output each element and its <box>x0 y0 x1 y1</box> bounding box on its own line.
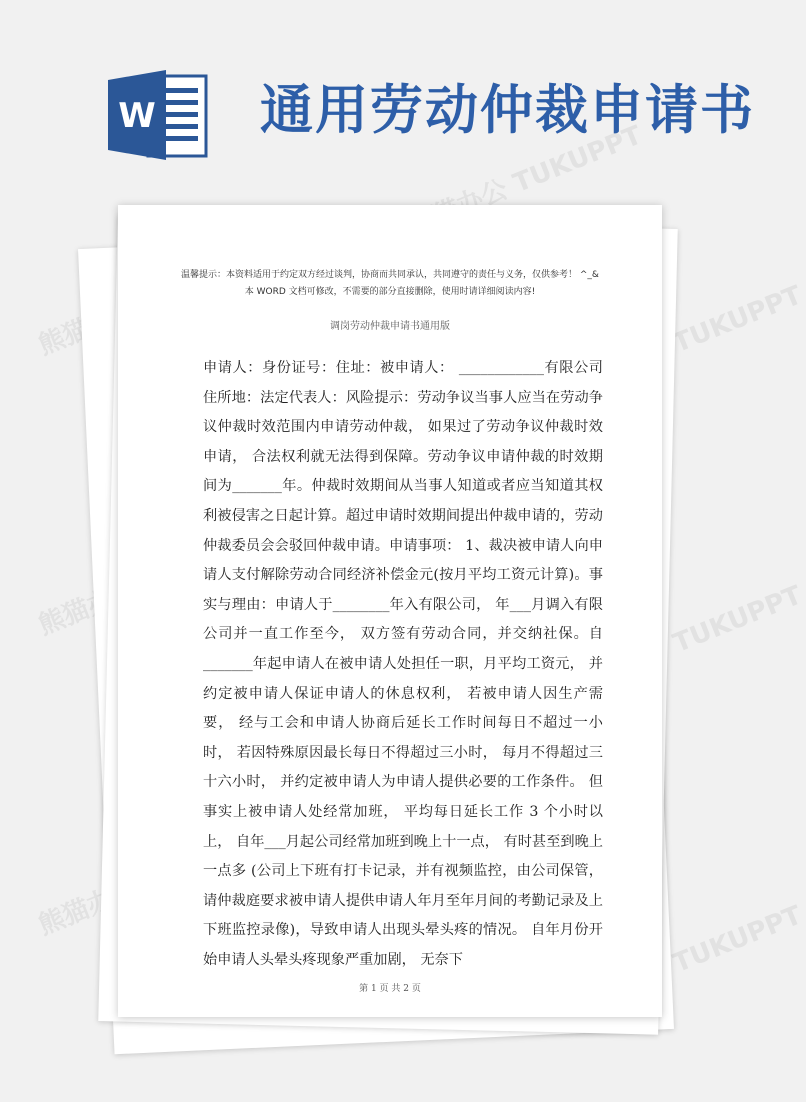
document-page <box>118 205 662 1017</box>
header <box>0 0 780 200</box>
watermark: 熊猫办公 TUKUPPT <box>564 280 806 402</box>
page-footer: 第 1 页 共 2 页 <box>359 984 421 994</box>
svg-text:W: W <box>118 96 156 136</box>
watermark: 熊猫办公 <box>34 574 143 642</box>
watermark: 熊猫办公 TUKUPPT <box>564 900 806 1022</box>
page-title: 通用劳动仲裁申请书 <box>260 80 755 141</box>
document-subtitle: 调岗劳动仲裁申请书通用版 <box>330 321 450 332</box>
watermark: 熊猫办公 TUKUPPT <box>564 580 806 702</box>
notice-line: 本 WORD 文档可修改，不需要的部分直接删除，使用时请详细阅读内容! <box>244 287 536 297</box>
notice-line: 温馨提示：本资料适用于约定双方经过谈判，协商而共同承认，共同遵守的责任与义务，仅供参考！ ^_& <box>181 270 599 280</box>
watermark: 熊猫办公 <box>34 874 143 942</box>
document-body <box>203 354 603 975</box>
word-icon <box>108 70 208 160</box>
watermark: 熊猫办公 TUKUPPT <box>404 120 647 242</box>
notice <box>118 267 662 301</box>
body-paragraph: 申请人：身份证号：住址：被申请人： ____________有限公司住所地：法定代表人：风险提示：劳动争议当事人应当在劳动争议仲裁时效范围内申请劳动仲裁， 如果过了劳动争议仲裁时效申请， 合法权利就无法得到保障。劳动争议申请仲裁的时效期间为_______年。仲裁时效期间从当事人知道或者应当知道其权利被侵害之日起计算。超过申请时效期间提出仲裁申请的，劳动仲裁委员会会驳回仲裁申请。申请事项： 1、裁决被申请人向申请人支付解除劳动合同经济补偿金元(按月平均工资元计算)。事实与理由：申请人于________年入有限公司， 年___月调入有限公司并一直工作至今， 双方签有劳动合同，并交纳社保。自_______年起申请人在被申请人处担任一职，月平均工资元， 并约定被申请人保证申请人的休息权利， 若被申请人因生产需要， 经与工会和申请人协商后延长工作时间每日不超过一小时， 若因特殊原因最长每日不得超过三小时， 每月不得超过三十六小时， 并约定被申请人为申请人提供必要的工作条件。 但事实上被申请人处经常加班， 平均每日延长工作 3 个小时以上， 自年___月起公司经常加班到晚上十一点， 有时甚至到晚上一点多 (公司上下班有打卡记录，并有视频监控，由公司保管，请仲裁庭要求被申请人提供申请人年月至年月间的考勤记录及上下班监控录像)，导致申请人出现头晕头疼的情况。 自年月份开始申请人头晕头疼现象严重加剧， 无奈下 <box>203 360 603 968</box>
